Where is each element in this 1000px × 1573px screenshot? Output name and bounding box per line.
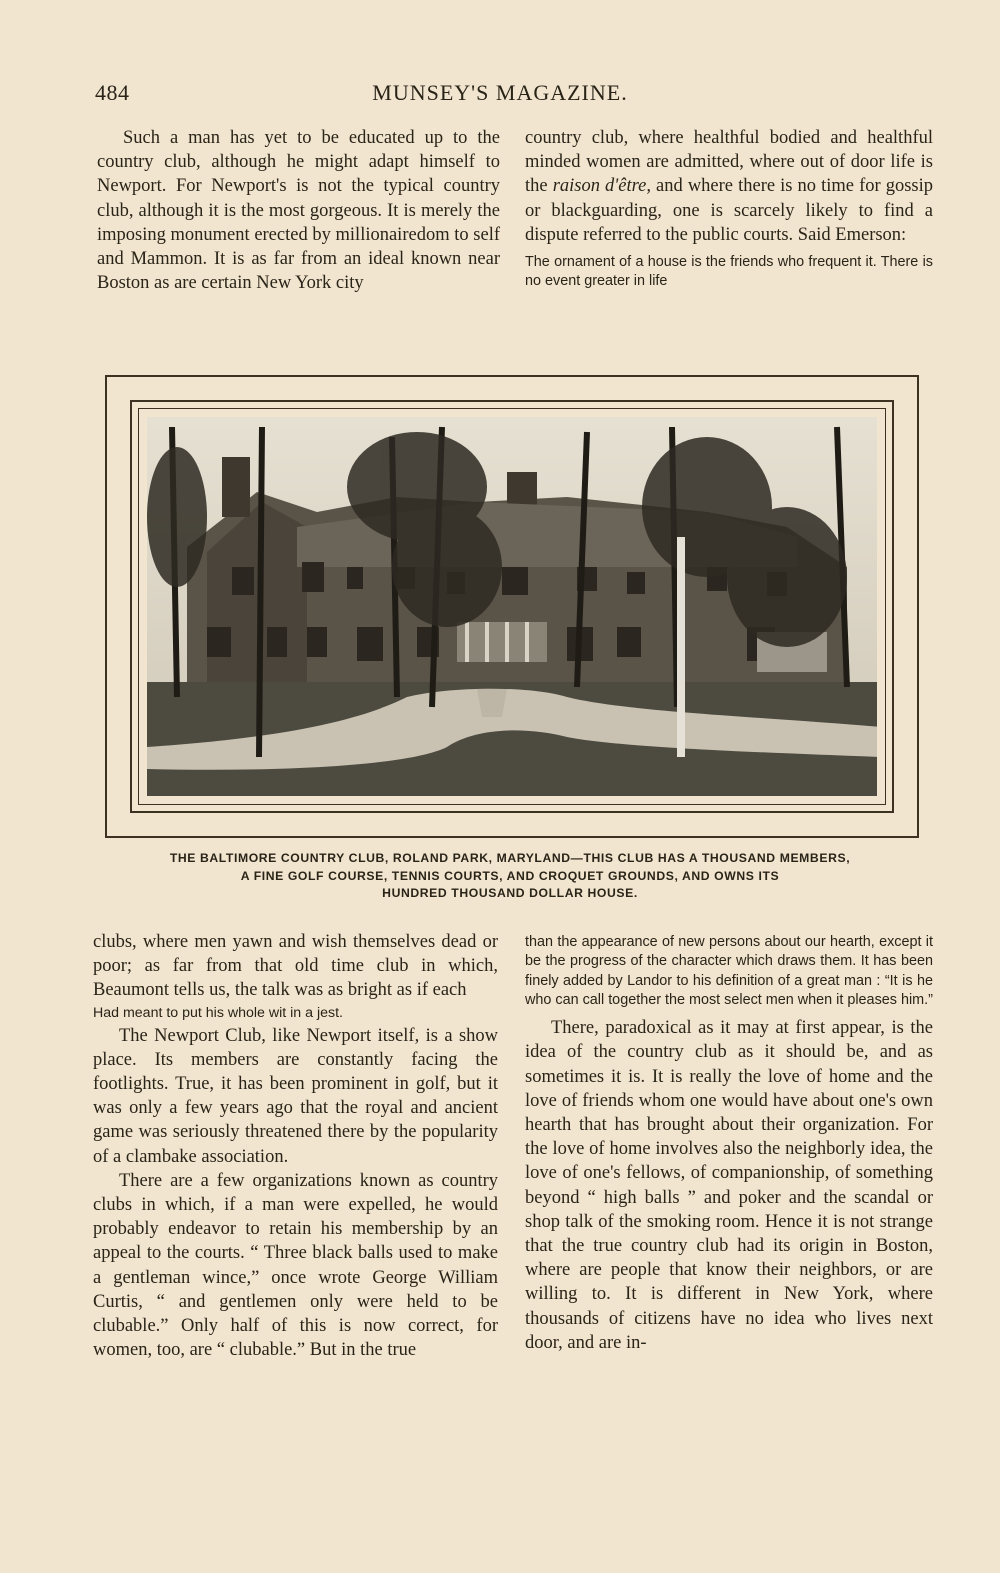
emerson-quote: The ornament of a house is the friends who frequent it. There is no event greater in life — [525, 254, 933, 290]
bottom-left-column — [93, 930, 498, 1362]
paragraph-text: country club, where healthful bodied and healthful minded women are admitted, where out of door life is the — [525, 128, 933, 197]
top-left-column — [97, 126, 500, 295]
italic-phrase: raison d'être, — [552, 176, 651, 197]
caption-line: HUNDRED THOUSAND DOLLAR HOUSE. — [382, 886, 638, 900]
paragraph-text: and where there is no time for gossip or blackguarding, one is scarcely likely to find a dispute referred to the public courts. Said Emerson: — [525, 176, 934, 245]
paragraph: clubs, where men yawn and wish themselves dead or poor; as far from that old time club in which, Beaumont tells us, the talk was as bright as if each — [93, 932, 498, 1001]
plate-frame — [130, 400, 894, 813]
bottom-right-column — [525, 933, 933, 1355]
paragraph — [525, 126, 933, 247]
plate-frame-inner — [138, 408, 886, 805]
page-number: 484 — [95, 80, 130, 105]
top-right-column — [525, 126, 933, 292]
paragraph: The Newport Club, like Newport itself, is a show place. Its members are constantly facing the footlights. True, it has been prominent in golf, but it was only a few years ago that the royal and ancient game was seriously threatened there by the popularity of a clambake association. — [93, 1025, 498, 1167]
running-head: MUNSEY'S MAGAZINE. — [372, 80, 628, 105]
caption-line: A FINE GOLF COURSE, TENNIS COURTS, AND CROQUET GROUNDS, AND OWNS ITS — [240, 868, 780, 883]
caption-line: THE BALTIMORE COUNTRY CLUB, ROLAND PARK, MARYLAND—THIS CLUB HAS A THOUSAND MEMBERS, — [169, 851, 851, 865]
paragraph: There, paradoxical as it may at first appear, is the idea of the country club as it should be, and as sometimes it is. It is really the love of home and the love of friends whom one would have about one's own hearth that has brought about their organization. For the love of home involves also the neighborly idea, the love of one's fellows, of companionship, of something beyond “ high balls ” and poker and the scandal or shop talk of the smoking room. Hence it is not strange that the true country club had its origin in Boston, where are people that know their neighbors, or are willing to. It is different in New York, where thousands of citizens have no idea who lives next door, and are in- — [525, 1018, 933, 1353]
photo-plate — [105, 375, 919, 838]
landor-quote: than the appearance of new persons about our hearth, except it be the progress of the character which draws them. It has been finely added by Landor to his definition of a great man : “It is he who can call together the most select men when it pleases him.” — [525, 934, 933, 1008]
paragraph: There are a few organizations known as country clubs in which, if a man were expelled, he would probably endeavor to retain his membership by an appeal to the courts. “ Three black balls used to make a gentleman wince,” once wrote George William Curtis, “ and gentlemen only were held to be clubable.” Only half of this is now correct, for women, too, are “ clubable.” But in the true — [93, 1170, 498, 1361]
figure-caption — [100, 850, 920, 903]
verse-quote: Had meant to put his whole wit in a jest. — [93, 1004, 343, 1021]
paragraph: Such a man has yet to be educated up to the country club, although he might adapt himself to Newport. For Newport's is not the typical country club, although it is the most gorgeous. It is merely the imposing monument erected by millionairedom to self and Mammon. It is as far from an ideal known near Boston as are certain New York city — [97, 128, 500, 294]
clubhouse-photo — [147, 417, 877, 796]
